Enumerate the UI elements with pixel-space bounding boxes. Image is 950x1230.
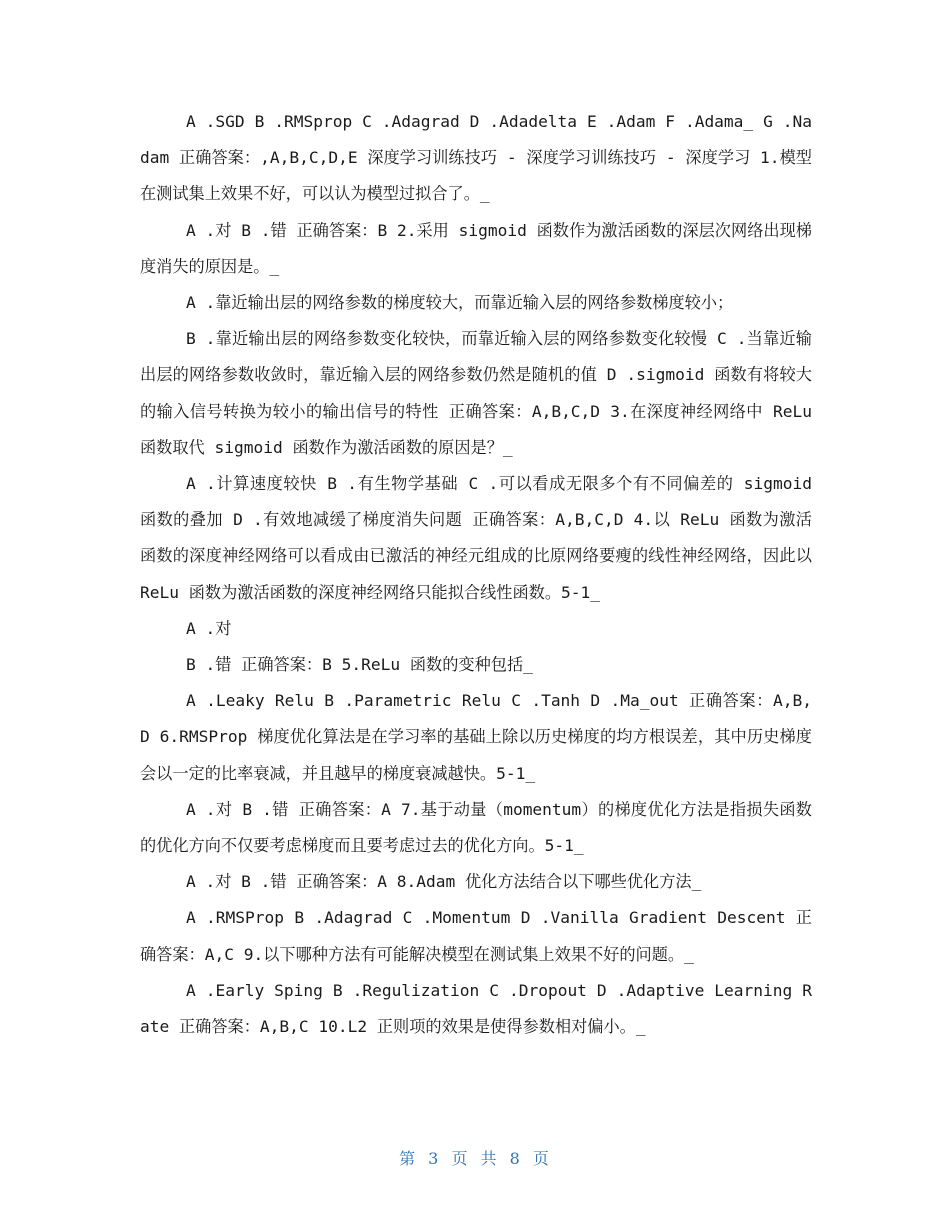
paragraph: A .计算速度较快 B .有生物学基础 C .可以看成无限多个有不同偏差的 sigmoid 函数的叠加 D .有效地减缓了梯度消失问题 正确答案：A,B,C,D 4.以 ReLu 函数为激活函数的深度神经网络可以看成由已激活的神经元组成的比原网络要瘦的线性神经网络，因此以 ReLu 函数为激活函数的深度神经网络只能拟合线性函数。5-1_ — [140, 474, 812, 602]
paragraph: A .Early Sping B .Regulization C .Dropout D .Adaptive Learning Rate 正确答案：A,B,C 10.L2 正则项的效果是使得参数相对偏小。_ — [140, 980, 812, 1037]
paragraph: A .SGD B .RMSprop C .Adagrad D .Adadelta E .Adam F .Adama_ G .Nadam 正确答案：,A,B,C,D,E 深度学习训练技巧 - 深度学习训练技巧 - 深度学习 1.模型在测试集上效果不好，可以认为模型过拟合了。_ — [140, 112, 812, 204]
paragraph: B .错 正确答案：B 5.ReLu 函数的变种包括_ — [186, 655, 533, 675]
paragraph: A .对 B .错 正确答案：A 7.基于动量（momentum）的梯度优化方法是指损失函数的优化方向不仅要考虑梯度而且要考虑过去的优化方向。5-1_ — [140, 799, 812, 856]
page-number-footer: 第 3 页 共 8 页 — [399, 1149, 551, 1168]
paragraph: A .对 B .错 正确答案：B 2.采用 sigmoid 函数作为激活函数的深层次网络出现梯度消失的原因是。_ — [140, 220, 812, 276]
paragraph: A .靠近输出层的网络参数的梯度较大，而靠近输入层的网络参数梯度较小； — [186, 293, 734, 313]
paragraph: A .对 B .错 正确答案：A 8.Adam 优化方法结合以下哪些优化方法_ — [186, 872, 702, 892]
paragraph: A .对 — [186, 618, 232, 638]
paragraph: A .RMSProp B .Adagrad C .Momentum D .Vanilla Gradient Descent 正确答案：A,C 9.以下哪种方法有可能解决模型在测试集上效果不好的问题。_ — [140, 908, 812, 964]
paragraph: B .靠近输出层的网络参数变化较快，而靠近输入层的网络参数变化较慢 C .当靠近输出层的网络参数收敛时，靠近输入层的网络参数仍然是随机的值 D .sigmoid 函数有将较大的输入信号转换为较小的输出信号的特性 正确答案：A,B,C,D 3.在深度神经网络中 ReLu 函数取代 sigmoid 函数作为激活函数的原因是？_ — [140, 329, 812, 457]
document-body — [140, 104, 812, 1045]
paragraph: A .Leaky Relu B .Parametric Relu C .Tanh D .Ma_out 正确答案：A,B,D 6.RMSProp 梯度优化算法是在学习率的基础上除以历史梯度的均方根误差，其中历史梯度会以一定的比率衰减，并且越早的梯度衰减越快。5-1_ — [140, 691, 812, 783]
